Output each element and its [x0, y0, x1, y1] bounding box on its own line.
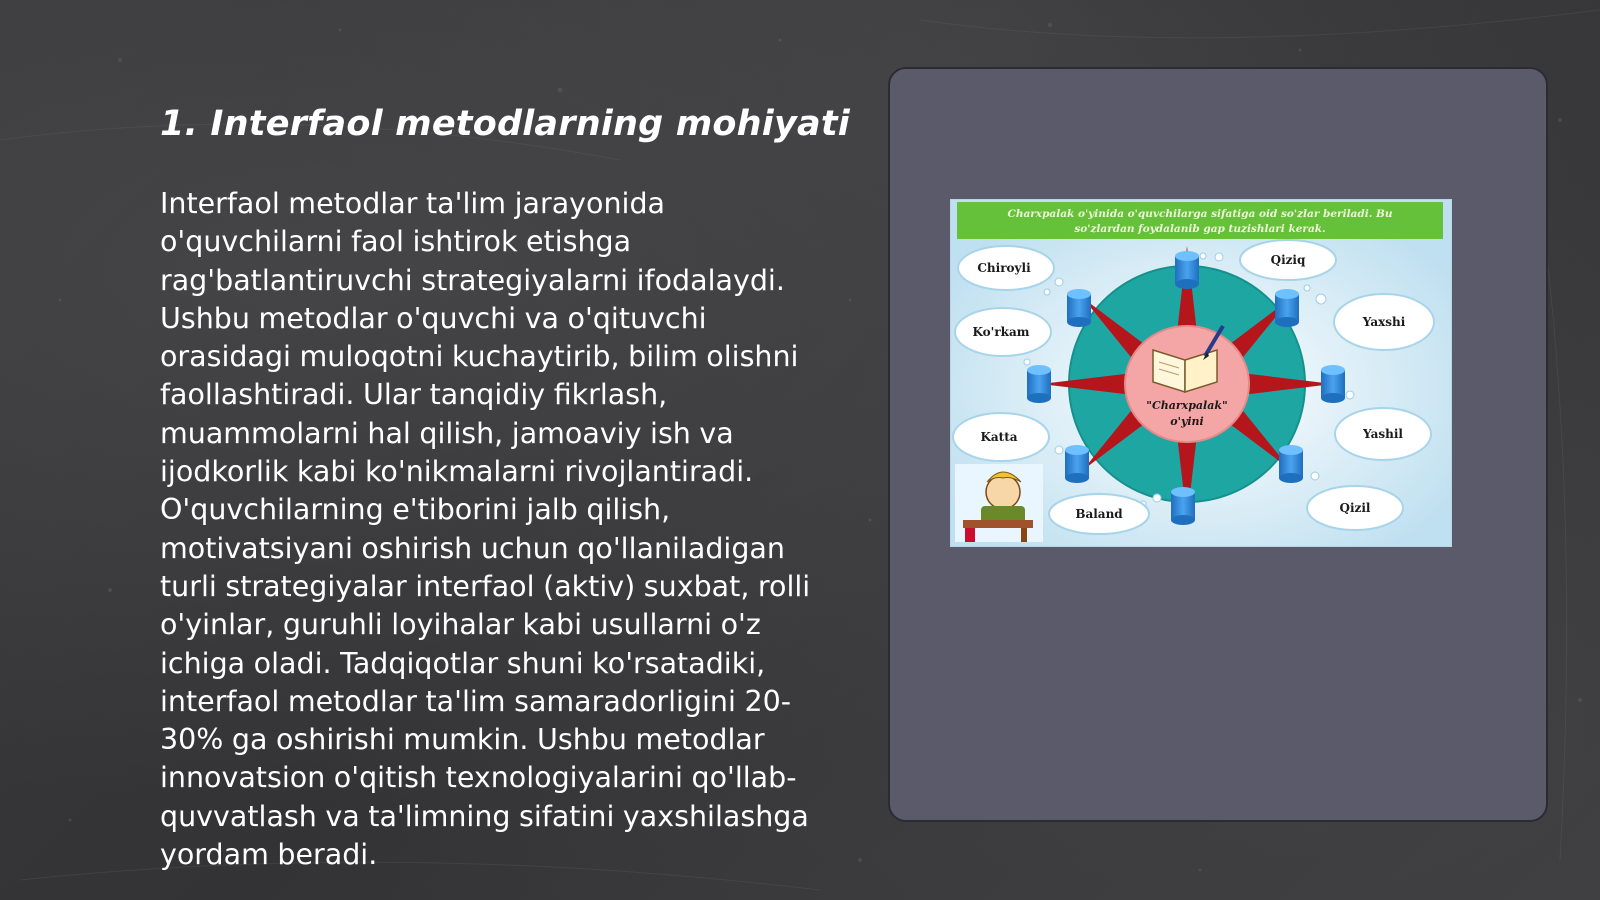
center-label-line-2: o'yini — [1170, 415, 1204, 428]
student-at-desk-icon — [955, 464, 1043, 542]
cloud-label: Ko'rkam — [972, 325, 1030, 339]
cloud-label: Baland — [1075, 507, 1123, 521]
cloud-baland — [1049, 494, 1149, 534]
cloud-label: Katta — [980, 430, 1018, 444]
cloud-label: Yashil — [1362, 427, 1404, 441]
cloud-qizil — [1307, 486, 1403, 530]
cloud-yashil — [1335, 408, 1431, 460]
cloud-korkam — [955, 308, 1051, 356]
cloud-chiroyli — [958, 246, 1054, 290]
cloud-label: Qiziq — [1270, 253, 1306, 267]
figure-banner-line-1: Charxpalak o'yinida o'quvchilarga sifatiga oid so'zlar beriladi. Bu — [1007, 208, 1393, 220]
figure-banner-line-2: so'zlardan foydalanib gap tuzishlari kerak. — [1074, 223, 1326, 235]
cloud-label: Chiroyli — [977, 261, 1031, 275]
image-panel — [888, 67, 1548, 822]
cloud-yaxshi — [1334, 294, 1434, 350]
charxpalak-game-illustration — [951, 200, 1451, 546]
slide-body-text: Interfaol metodlar ta'lim jarayonida o'quvchilarni faol ishtirok etishga rag'batlantiruvchi strategiyalarni ifodalaydi. Ushbu metodlar o'quvchi va o'qituvchi orasidagi muloqotni kuchaytirib, bilim olishni faollashtiradi. Ular tanqidiy fikrlash, muammolarni hal qilish, jamoaviy ish va ijodkorlik kabi ko'nikmalarni rivojlantiradi. O'quvchilarning e'tiborini jalb qilish, motivatsiyani oshirish uchun qo'llaniladigan turli strategiyalar interfaol (aktiv) suxbat, rolli o'yinlar, guruhli loyihalar kabi usullarni o'z ichiga oladi. Tadqiqotlar shuni ko'rsatadiki, interfaol metodlar ta'lim samaradorligini 20-30% ga oshirishi mumkin. Ushbu metodlar innovatsion o'qitish texnologiyalarini qo'llab-quvvatlash va ta'limning sifatini yaxshilashga yordam beradi. — [160, 187, 811, 872]
cloud-label: Qizil — [1339, 501, 1371, 515]
cloud-label: Yaxshi — [1362, 315, 1406, 329]
slide-title: 1. Interfaol metodlarning mohiyati — [160, 104, 850, 144]
cloud-qiziq — [1240, 240, 1336, 280]
center-label-line-1: "Charxpalak" — [1146, 399, 1228, 412]
cloud-katta — [953, 413, 1049, 461]
